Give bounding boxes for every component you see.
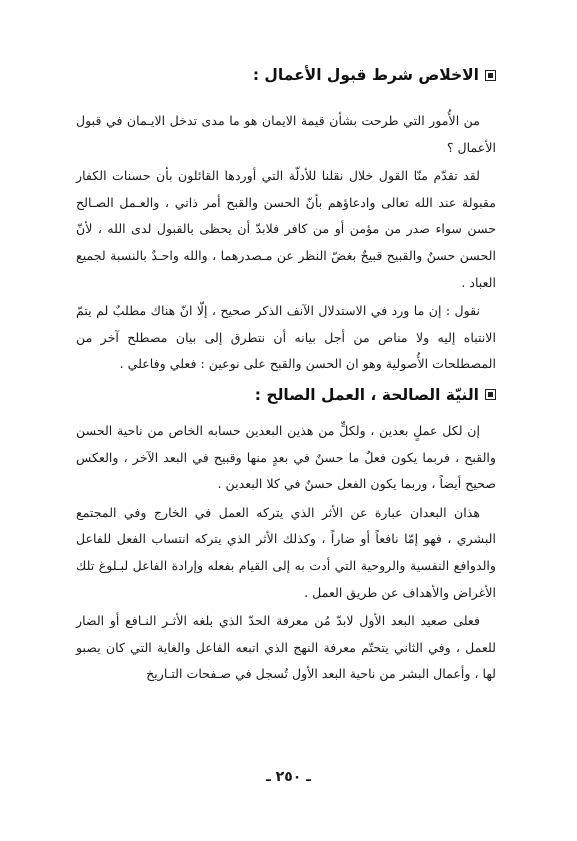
section-heading-text: النيّة الصالحة ، العمل الصالح : bbox=[254, 385, 479, 404]
paragraph: فعلى صعيد البعد الأول لابدّ مُن معرفة الحدّ الذي بلغه الأثـر النـافع أو الضار للعمل ، وفي الثاني يتحتّم معرفة النهج الذي اتبعه الفاعل والغاية التي كان يصبو لها ، وأعمال البشر من ناحية البعد الأول تُسجل في صـفحات التـاريخ bbox=[76, 613, 496, 682]
section-heading-good-intention bbox=[76, 382, 496, 408]
paragraph: إن لكل عملٍ بعدين ، ولكلٍّ من هذين البعدين حسابه الخاص من ناحية الحسن والقبح ، فربما يكون فعلٌ ما حسنٌ في بعدٍ منها وقبيح في البعد الآخر ، والعكس صحيح أيضاً ، وربما يكون الفعل حسنٌ في كلا البعدين . bbox=[76, 422, 496, 492]
square-bullet-icon bbox=[485, 70, 496, 81]
paragraph: هذان البعدان عبارة عن الأثر الذي يتركه العمل في الخارج وفي المجتمع البشري ، فهو إمّا نافعاً أو ضاراً ، وكذلك الأثر الذي يتركه انتساب الفعل للفاعل والدوافع النفسية والروحية التي أدت به إلى القيام بفعله وإرادة الفاعل لبـلوغ تلك الأغراض والأهداف عن طريق العمل . bbox=[76, 504, 496, 600]
page-number: ـ ٢٥٠ ـ bbox=[266, 769, 311, 785]
paragraph: من الأُمور التي طرحت بشأن قيمة الايمان هو ما مدى تدخل الايـمان في قبول الأعمال ؟ bbox=[76, 113, 496, 155]
square-bullet-icon bbox=[485, 389, 496, 400]
section-heading-sincerity bbox=[76, 62, 496, 88]
document-page bbox=[76, 62, 496, 690]
paragraph: لقد تقدّم منّا القول خلال نقلنا للأدلّة التي أوردها القائلون بأن حسنات الكفار مقبولة عند الله تعالى وادعاؤهم بأنّ الحسن والقبح أمر ذاتي ، والعـمل الصـالح حسن سواء صدر من مؤمن أو من كافر فلابدّ أن يحظى بالقبول لدى الله ، لأنّ الحسن حسنٌ والقبيح قبيحٌ بغضّ النظر عن مـصدرهما ، والله واحـدٌ بالنسبة لجميع العباد . bbox=[76, 168, 496, 290]
paragraph: نقول : إن ما ورد في الاستدلال الآنف الذكر صحيح ، إلّا انّ هناك مطلبٌ لم يتمّ الانتباه إليه ولا مناص من أجل بيانه أن نتطرق إلى بيان مصطلح آخر من المصطلحات الأُصولية وهو ان الحسن والقبح على نوعين : فعلي وفاعلي . bbox=[76, 303, 496, 372]
section-heading-text: الاخلاص شرط قبول الأعمال : bbox=[252, 66, 479, 84]
